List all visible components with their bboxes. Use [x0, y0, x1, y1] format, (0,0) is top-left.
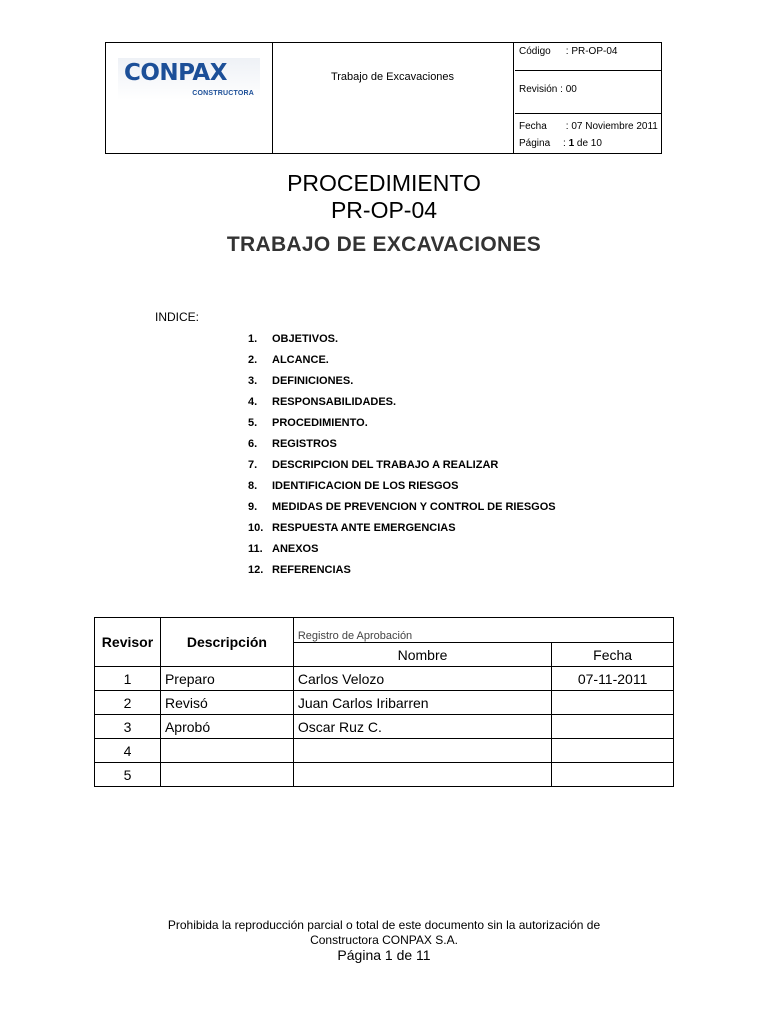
index-item-number: 5. — [248, 417, 258, 429]
index-list — [248, 329, 556, 581]
row-name: Juan Carlos Iribarren — [293, 691, 551, 715]
row-name: Carlos Velozo — [293, 667, 551, 691]
header-meta — [515, 43, 661, 153]
table-row — [95, 667, 674, 691]
row-description: Aprobó — [160, 715, 293, 739]
row-date: 07-11-2011 — [552, 667, 674, 691]
index-label: INDICE: — [155, 310, 200, 324]
col-descripcion-header: Descripción — [160, 618, 293, 667]
logo-cell — [106, 43, 273, 153]
index-item-text: RESPUESTA ANTE EMERGENCIAS — [272, 522, 456, 534]
document-header — [105, 42, 662, 154]
logo-subtitle: CONSTRUCTORA — [192, 90, 254, 97]
index-item-text: DEFINICIONES. — [272, 375, 354, 387]
row-number: 4 — [95, 739, 161, 763]
index-item-number: 2. — [248, 354, 258, 366]
index-item — [248, 560, 556, 581]
registro-label: Registro de Aprobación — [293, 618, 673, 643]
revision-value: : 00 — [560, 84, 577, 95]
index-item-text: ALCANCE. — [272, 354, 329, 366]
pagina-rest: de 10 — [574, 138, 602, 149]
row-name — [293, 763, 551, 787]
footer-notice-line1: Prohibida la reproducción parcial o total de este documento sin la autorización de — [167, 918, 601, 932]
fecha-label: Fecha — [519, 121, 547, 132]
index-item-number: 8. — [248, 480, 258, 492]
index-item — [248, 455, 556, 476]
col-nombre-header: Nombre — [293, 643, 551, 667]
index-item-number: 6. — [248, 438, 258, 450]
row-name — [293, 739, 551, 763]
row-number: 5 — [95, 763, 161, 787]
header-doc-title: Trabajo de Excavaciones — [272, 43, 514, 153]
index-item-text: REGISTROS — [272, 438, 337, 450]
row-description — [160, 763, 293, 787]
fecha-row — [515, 121, 661, 137]
index-item — [248, 497, 556, 518]
index-item — [248, 329, 556, 350]
index-item-text: ANEXOS — [272, 543, 319, 555]
table-row — [95, 715, 674, 739]
table-row — [95, 763, 674, 787]
index-item — [248, 518, 556, 539]
row-date — [552, 715, 674, 739]
logo-word: CONPAX — [124, 60, 227, 86]
index-item-number: 3. — [248, 375, 258, 387]
row-description: Revisó — [160, 691, 293, 715]
pagina-sep: : — [563, 138, 569, 149]
index-item — [248, 413, 556, 434]
index-item-number: 4. — [248, 396, 258, 408]
row-number: 1 — [95, 667, 161, 691]
index-item-text: IDENTIFICACION DE LOS RIESGOS — [272, 480, 459, 492]
footer-notice-line2: Constructora CONPAX S.A. — [310, 933, 458, 947]
col-fecha-header: Fecha — [552, 643, 674, 667]
row-date — [552, 739, 674, 763]
table-row — [95, 739, 674, 763]
row-name: Oscar Ruz C. — [293, 715, 551, 739]
index-item-text: PROCEDIMIENTO. — [272, 417, 368, 429]
revision-label: Revisión — [519, 84, 558, 95]
title-procedimiento: PROCEDIMIENTO — [287, 170, 481, 196]
index-item — [248, 392, 556, 413]
index-item-text: RESPONSABILIDADES. — [272, 396, 397, 408]
index-item — [248, 476, 556, 497]
index-item-number: 1. — [248, 333, 258, 345]
index-item-number: 12. — [248, 564, 264, 576]
codigo-value: : PR-OP-04 — [565, 46, 618, 57]
index-item-text: REFERENCIAS — [272, 564, 351, 576]
index-item — [248, 434, 556, 455]
title-code: PR-OP-04 — [330, 197, 438, 223]
index-item-text: OBJETIVOS. — [272, 333, 339, 345]
row-description — [160, 739, 293, 763]
codigo-row — [515, 43, 661, 71]
index-item-text: MEDIDAS DE PREVENCION Y CONTROL DE RIESGOS — [272, 501, 556, 513]
title-main: TRABAJO DE EXCAVACIONES — [226, 233, 542, 256]
index-item-number: 10. — [248, 522, 264, 534]
pagina-row — [515, 138, 661, 154]
pagina-label: Página — [519, 138, 551, 149]
revision-row — [515, 71, 661, 114]
row-description: Preparo — [160, 667, 293, 691]
index-item — [248, 350, 556, 371]
index-item-number: 9. — [248, 501, 258, 513]
fecha-value: : 07 Noviembre 2011 — [565, 121, 658, 132]
index-item-number: 7. — [248, 459, 258, 471]
index-item — [248, 539, 556, 560]
footer-page-number: Página 1 de 11 — [337, 947, 431, 963]
row-date — [552, 763, 674, 787]
col-revisor-header: Revisor — [95, 618, 161, 667]
row-number: 2 — [95, 691, 161, 715]
conpax-logo — [118, 58, 260, 100]
index-item — [248, 371, 556, 392]
index-item-text: DESCRIPCION DEL TRABAJO A REALIZAR — [272, 459, 499, 471]
codigo-label: Código — [519, 46, 551, 57]
pagina-num: 1 — [568, 138, 575, 149]
approval-table — [94, 617, 674, 787]
table-row — [95, 691, 674, 715]
row-number: 3 — [95, 715, 161, 739]
row-date — [552, 691, 674, 715]
index-item-number: 11. — [248, 543, 263, 555]
